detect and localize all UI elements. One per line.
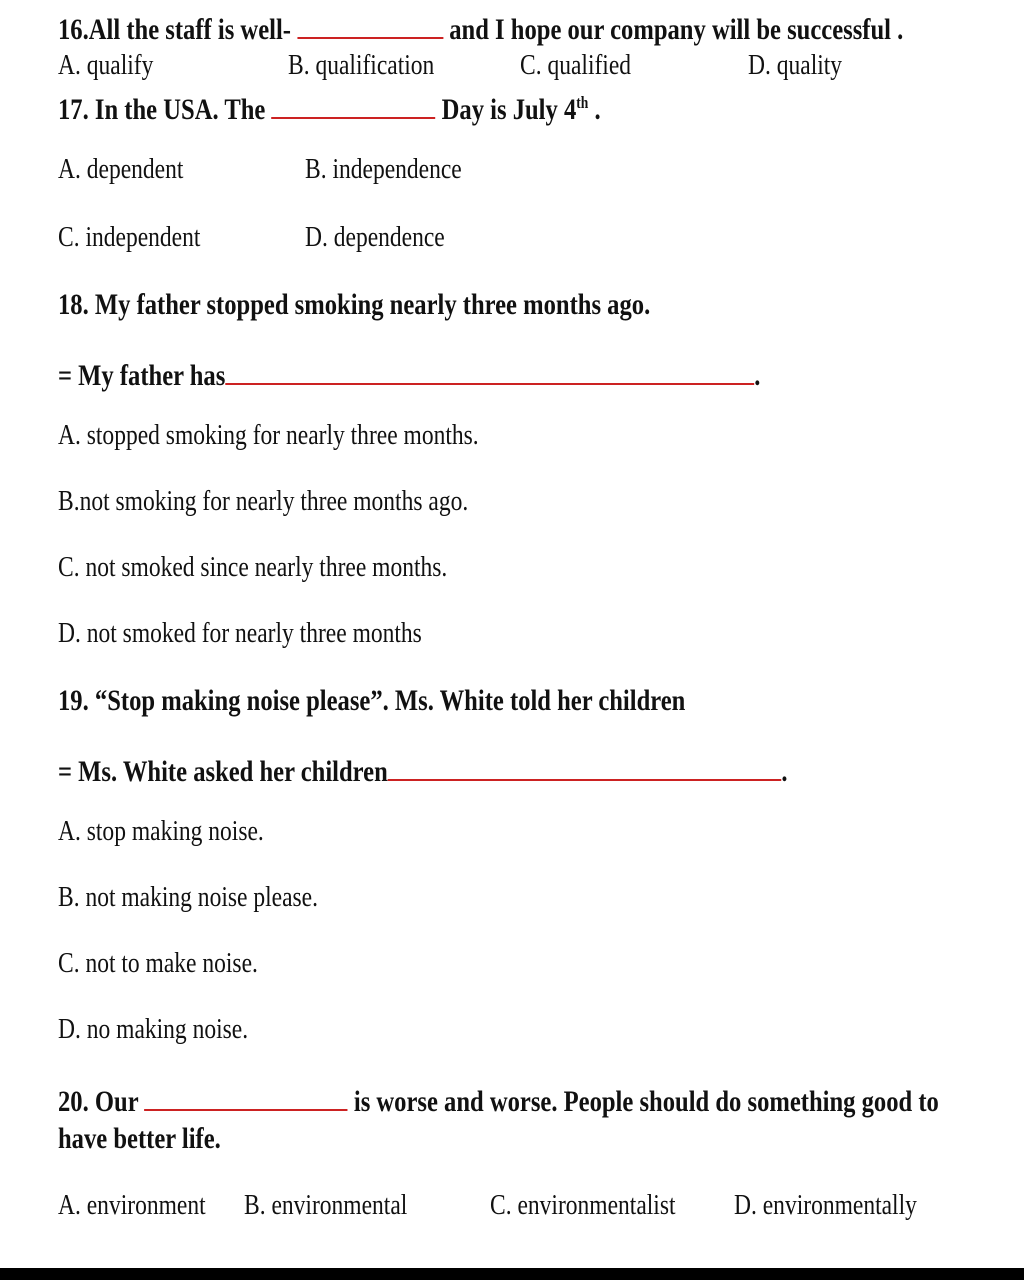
question-16-stem xyxy=(58,10,903,45)
question-16-stem-part1: 16.All the staff is well- xyxy=(58,13,291,46)
question-18-option-d: D. not smoked for nearly three months xyxy=(58,618,422,649)
question-18-option-a: A. stopped smoking for nearly three months. xyxy=(58,420,479,451)
question-17-stem-part3: . xyxy=(594,93,601,126)
question-19-stem: 19. “Stop making noise please”. Ms. White told her children xyxy=(58,684,686,717)
question-18-rewrite-end: . xyxy=(754,359,761,392)
question-17-stem-part2: Day is July 4 xyxy=(441,93,577,126)
bottom-border-bar xyxy=(0,1268,1024,1280)
question-19-option-c: C. not to make noise. xyxy=(58,948,258,979)
question-17-stem-part1: 17. In the USA. The xyxy=(58,93,266,126)
question-20-stem-part2: is worse and worse. People should do something good to xyxy=(353,1085,939,1118)
question-16-option-c: C. qualified xyxy=(520,50,632,81)
question-19-option-d: D. no making noise. xyxy=(58,1014,249,1045)
question-20-option-d: D. environmentally xyxy=(734,1190,917,1221)
question-18-rewrite-text: = My father has xyxy=(58,359,226,392)
question-18-rewrite xyxy=(58,356,760,391)
question-17-blank xyxy=(271,90,435,119)
question-16-option-d: D. quality xyxy=(748,50,843,81)
question-17-stem xyxy=(58,90,601,125)
question-18-option-b: B.not smoking for nearly three months ago. xyxy=(58,486,469,517)
question-17-option-d: D. dependence xyxy=(305,222,445,253)
question-20-option-b: B. environmental xyxy=(244,1190,408,1221)
question-20-option-c: C. environmentalist xyxy=(490,1190,676,1221)
question-17-superscript: th xyxy=(576,93,589,112)
question-17-option-a: A. dependent xyxy=(58,154,184,185)
question-20-stem-continued: have better life. xyxy=(58,1122,221,1155)
question-16-stem-part2: and I hope our company will be successful . xyxy=(449,13,904,46)
question-19-rewrite-text: = Ms. White asked her children xyxy=(58,755,388,788)
question-18-stem: 18. My father stopped smoking nearly three months ago. xyxy=(58,288,651,321)
question-20-option-a: A. environment xyxy=(58,1190,206,1221)
question-17-option-b: B. independence xyxy=(305,154,462,185)
question-19-blank xyxy=(388,752,782,781)
question-19-option-a: A. stop making noise. xyxy=(58,816,264,847)
question-20-stem-part1: 20. Our xyxy=(58,1085,139,1118)
question-20-blank xyxy=(144,1082,347,1111)
question-18-blank xyxy=(225,356,754,385)
question-19-option-b: B. not making noise please. xyxy=(58,882,318,913)
question-19-rewrite-end: . xyxy=(781,755,788,788)
question-18-option-c: C. not smoked since nearly three months. xyxy=(58,552,448,583)
question-17-option-c: C. independent xyxy=(58,222,201,253)
question-20-stem xyxy=(58,1082,939,1117)
question-16-option-b: B. qualification xyxy=(288,50,435,81)
question-16-option-a: A. qualify xyxy=(58,50,154,81)
question-19-rewrite xyxy=(58,752,788,787)
question-16-blank xyxy=(297,10,443,39)
